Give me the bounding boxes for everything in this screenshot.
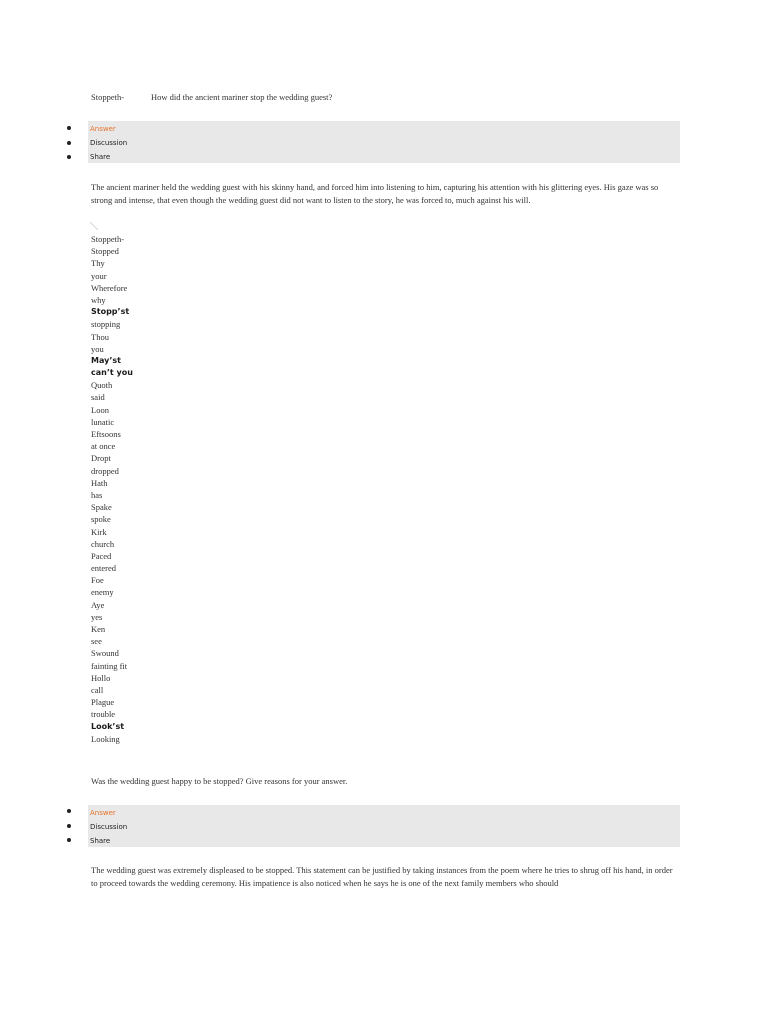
vocab-item: see: [91, 636, 102, 647]
vocab-item: Ken: [91, 624, 106, 634]
vocab-item: Wherefore: [91, 282, 128, 293]
vocabulary-list: [91, 233, 211, 745]
vocab-item: trouble: [91, 709, 116, 720]
vocab-item: Stopp’st: [91, 307, 130, 317]
vocab-word-heading: Stoppeth-: [91, 92, 125, 102]
vocab-item: Looking: [91, 733, 120, 744]
answer-tabs-panel-1: [88, 121, 680, 163]
answer-text-2: The wedding guest was extremely displeased to be stopped. This statement can be justified by taking instances from the poem where he tries to shrug off his hand, in order to proceed towards the wedding ceremony. His impatience is also noticed when he says he is one of the next family members who should: [91, 865, 673, 888]
vocab-item: church: [91, 538, 115, 549]
vocab-item: you: [91, 343, 104, 354]
bullet-icon: [67, 126, 71, 130]
tab-answer[interactable]: Answer: [90, 809, 116, 817]
tab-discussion[interactable]: Discussion: [90, 823, 128, 831]
vocab-item: Dropt: [91, 453, 111, 464]
bullet-icon: [67, 824, 71, 828]
vocab-item: Swound: [91, 648, 119, 659]
vocab-item: Thy: [91, 258, 105, 269]
question-2: Was the wedding guest happy to be stopped? Give reasons for your answer.: [91, 776, 348, 786]
vocab-item: Quoth: [91, 380, 113, 391]
vocab-item: lunatic: [91, 416, 115, 427]
vocab-item: dropped: [91, 465, 119, 476]
bullet-icon: [67, 809, 71, 813]
vocab-item: said: [91, 392, 105, 403]
answer-tabs-panel-2: [88, 805, 680, 847]
vocab-item: Aye: [91, 599, 105, 610]
bullet-icon: [67, 838, 71, 842]
vocab-item: Plague: [91, 697, 115, 708]
vocab-item: Stopped: [91, 246, 119, 257]
tab-discussion[interactable]: Discussion: [90, 139, 128, 147]
vocab-item: call: [91, 684, 104, 695]
answer-text-1: The ancient mariner held the wedding guest with his skinny hand, and forced him into listening to him, capturing his attention with his glittering eyes. His gaze was so strong and intense, that even though the wedding guest did not want to listen to the story, he was forced to, much against his will.: [91, 182, 659, 205]
vocab-item: has: [91, 489, 103, 500]
bullet-icon: [67, 141, 71, 145]
vocab-item: entered: [91, 563, 117, 574]
vocab-item: Hollo: [91, 672, 111, 683]
question-1: How did the ancient mariner stop the wedding guest?: [151, 92, 333, 102]
vocab-item: your: [91, 270, 107, 281]
vocab-item: enemy: [91, 587, 114, 598]
vocab-item: May’st: [91, 355, 121, 365]
vocab-item: Foe: [91, 575, 104, 586]
vocab-item: Paced: [91, 550, 112, 561]
vocab-item: fainting fit: [91, 660, 128, 671]
vocab-item: Eftsoons: [91, 429, 121, 439]
tab-share[interactable]: Share: [90, 837, 111, 845]
vocab-item: at once: [91, 441, 116, 452]
tab-share[interactable]: Share: [90, 153, 111, 161]
broken-image-icon: [89, 221, 99, 231]
vocab-item: Hath: [91, 477, 108, 488]
vocab-item: yes: [91, 611, 103, 622]
vocab-item: stopping: [91, 319, 121, 330]
vocab-item: Spake: [91, 502, 112, 513]
vocab-item: Thou: [91, 331, 109, 342]
vocab-item: why: [91, 294, 106, 305]
bullet-icon: [67, 155, 71, 159]
vocab-item: Stoppeth-: [91, 234, 125, 244]
vocab-item: can’t you: [91, 368, 133, 378]
tab-answer[interactable]: Answer: [90, 125, 116, 133]
vocab-item: Loon: [91, 404, 109, 415]
vocab-item: Kirk: [91, 526, 107, 537]
vocab-item: Look’st: [91, 721, 125, 731]
vocab-item: spoke: [91, 514, 111, 525]
